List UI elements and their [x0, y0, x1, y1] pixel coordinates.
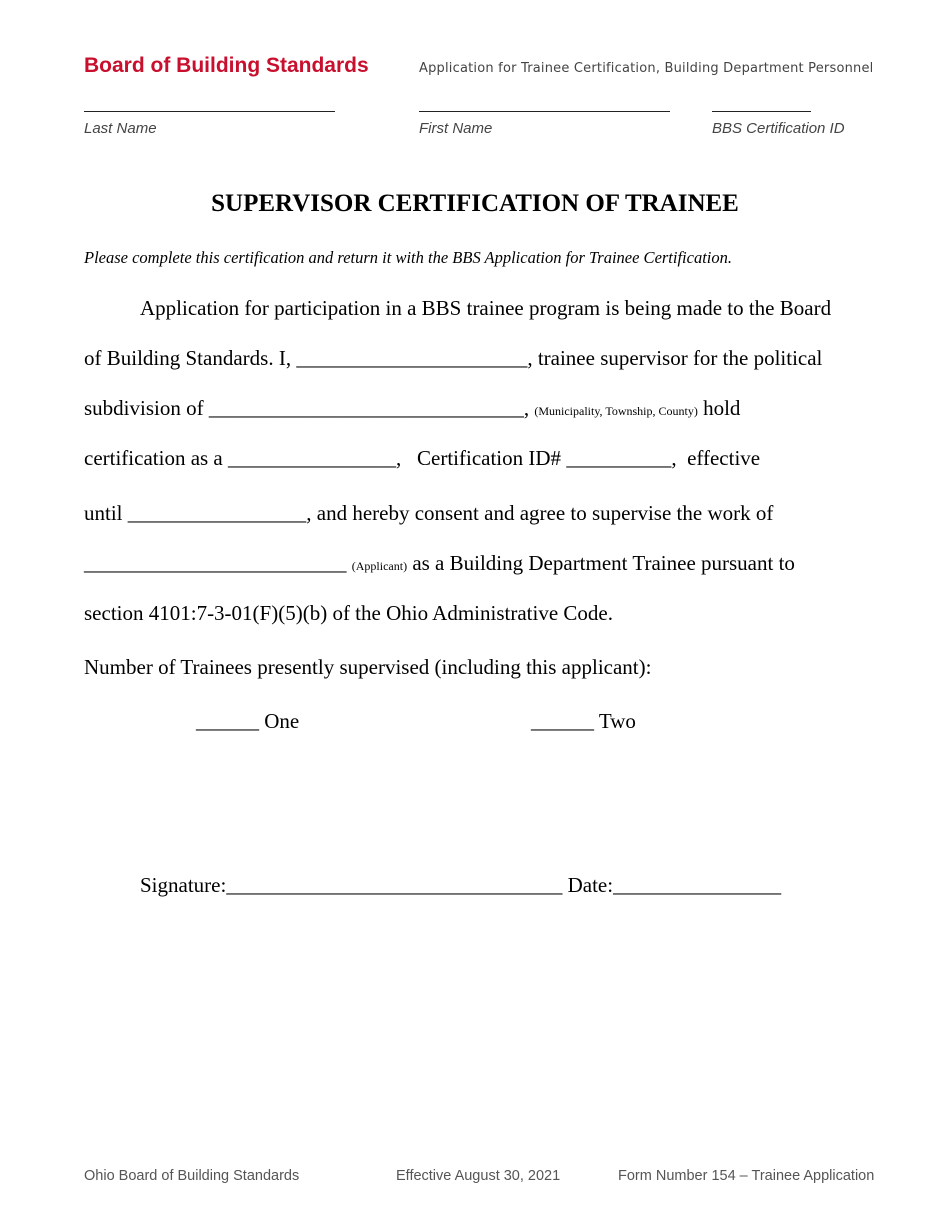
paragraph-text: subdivision of	[84, 396, 209, 420]
footer-effective-date: Effective August 30, 2021	[396, 1168, 561, 1184]
option-two-label: Two	[594, 709, 636, 733]
paragraph-text: , and hereby consent and agree to supervise the work of	[306, 501, 774, 525]
paragraph-line-5	[84, 501, 773, 526]
option-two-blank[interactable]: ______	[531, 709, 594, 733]
paragraph-line-6	[84, 551, 795, 576]
paragraph-text: until	[84, 501, 128, 525]
effective-until-blank[interactable]: _________________	[127, 501, 307, 525]
trainee-count-question	[84, 655, 651, 680]
paragraph-text: , trainee supervisor for the political	[527, 346, 823, 370]
paragraph-text: Application for participation in a BBS trainee program is being made to the Board	[140, 296, 832, 320]
supervisor-name-blank[interactable]: ______________________	[296, 346, 528, 370]
date-label: Date:	[562, 873, 614, 897]
paragraph-text: , effective	[671, 446, 761, 470]
brand-name: Board of Building Standards	[84, 54, 369, 77]
bbs-certification-id-field[interactable]	[712, 111, 811, 112]
applicant-note: (Applicant)	[351, 559, 408, 573]
date-blank[interactable]: ________________	[613, 873, 782, 897]
option-one	[196, 709, 299, 734]
paragraph-line-2	[84, 346, 822, 371]
option-two	[531, 709, 636, 734]
paragraph-line-7	[84, 601, 613, 626]
paragraph-text: section 4101:7-3-01(F)(5)(b) of the Ohio Administrative Code.	[84, 601, 613, 625]
footer-form-number: Form Number 154 – Trainee Application	[618, 1168, 875, 1184]
signature-row	[140, 873, 781, 898]
subdivision-note: (Municipality, Township, County)	[534, 404, 698, 418]
last-name-label: Last Name	[84, 120, 157, 137]
signature-blank[interactable]: ________________________________	[226, 873, 563, 897]
paragraph-line-4	[84, 446, 760, 471]
political-subdivision-blank[interactable]: ______________________________	[208, 396, 524, 420]
paragraph-text: certification as a	[84, 446, 229, 470]
last-name-field[interactable]	[84, 111, 335, 112]
footer-org: Ohio Board of Building Standards	[84, 1168, 300, 1184]
signature-label: Signature:	[140, 873, 227, 897]
instructions: Please complete this certification and return it with the BBS Application for Trainee Certification.	[84, 248, 733, 267]
paragraph-line-3	[84, 396, 740, 421]
question-text: Number of Trainees presently supervised (including this applicant):	[84, 655, 652, 679]
certification-type-blank[interactable]: ________________	[228, 446, 397, 470]
applicant-name-blank[interactable]: _________________________	[84, 551, 347, 575]
option-one-blank[interactable]: ______	[196, 709, 259, 733]
form-subtitle: Application for Trainee Certification, Building Department Personnel	[419, 61, 874, 76]
paragraph-line-1	[140, 296, 831, 321]
paragraph-text: hold	[697, 396, 741, 420]
bbs-certification-id-label: BBS Certification ID	[712, 120, 845, 137]
option-one-label: One	[259, 709, 300, 733]
paragraph-text: , Certification ID#	[396, 446, 567, 470]
first-name-field[interactable]	[419, 111, 670, 112]
paragraph-text: of Building Standards. I,	[84, 346, 297, 370]
page-title: SUPERVISOR CERTIFICATION OF TRAINEE	[211, 190, 739, 217]
paragraph-text: as a Building Department Trainee pursuant to	[407, 551, 795, 575]
first-name-label: First Name	[419, 120, 493, 137]
paragraph-text: ,	[523, 396, 535, 420]
certification-id-blank[interactable]: __________	[566, 446, 672, 470]
